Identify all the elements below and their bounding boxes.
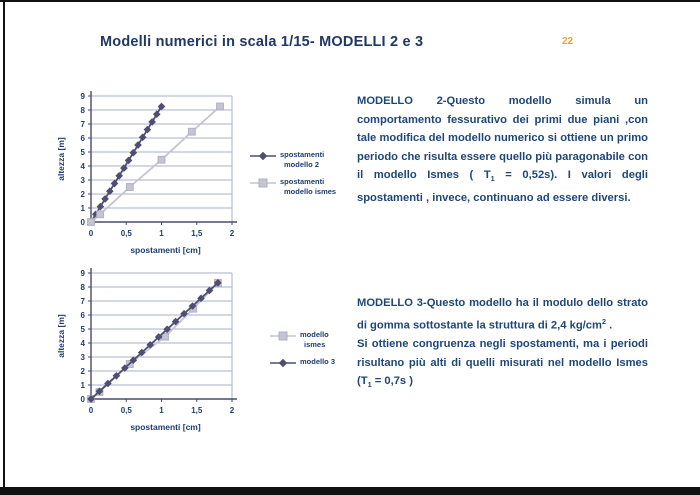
slide-title: Modelli numerici in scala 1/15- MODELLI 2 e 3 <box>100 34 424 50</box>
y-tick-label: 8 <box>80 283 85 292</box>
chart-modello-3-ismes <box>30 261 244 439</box>
x-axis-title: spostamenti [cm] <box>130 245 201 255</box>
y-axis-title: altezza [m] <box>56 137 66 181</box>
chart-spostamenti-modelli-2-ismes-svg <box>30 84 244 262</box>
legend-label-line: ismes <box>304 340 326 349</box>
square-marker <box>126 184 133 191</box>
y-tick-label: 6 <box>80 134 85 143</box>
text-modello-2 <box>357 92 648 208</box>
y-tick-label: 4 <box>80 339 85 348</box>
paragraph-modello-3b: Si ottiene congruenza negli spostamenti, ma i periodi risultano più alti di quelli misurati nel modello Ismes ($T_1 = 0,7s$ ) <box>357 337 648 390</box>
y-tick-label: 7 <box>80 297 85 306</box>
y-tick-label: 4 <box>80 162 85 171</box>
square-marker <box>97 211 104 218</box>
legend-label-line: modello 3 <box>300 357 336 366</box>
legend-label <box>300 357 335 367</box>
slide-border-left <box>3 0 5 495</box>
paragraph-modello-3a: MODELLO 3-Questo modello ha il modulo dello strato di gomma sottostante la struttura di 2,4 $kg/cm^2$ . <box>357 297 648 332</box>
chart-spostamenti-modelli-2-ismes <box>30 84 244 262</box>
chart1-legend <box>250 150 336 204</box>
square-marker-icon <box>270 331 296 341</box>
square-marker <box>88 219 95 226</box>
x-tick-label: 1,5 <box>191 229 203 238</box>
y-tick-label: 3 <box>80 176 85 185</box>
x-tick-label: 1,5 <box>191 406 203 415</box>
x-tick-label: 0,5 <box>120 229 132 238</box>
y-tick-label: 9 <box>80 92 85 101</box>
square-marker <box>217 103 224 110</box>
legend-entry-modello-ismes <box>270 330 335 350</box>
legend-entry-modello-ismes <box>250 177 336 197</box>
legend-label <box>280 177 336 197</box>
paragraph-modello-2: MODELLO 2-Questo modello simula un comportamento fessurativo dei primi due piani ,con tale modifica del modello numerico si ottiene un primo periodo che risulta essere quello più paragonabile con il modello Ismes ( $T_1 = 0,52s$). I valori degli spostamenti , invece, continuano ad essere diversi. <box>357 95 648 205</box>
x-tick-label: 2 <box>229 406 235 415</box>
x-tick-label: 2 <box>229 229 235 238</box>
legend-label <box>280 150 324 170</box>
x-tick-label: 1 <box>159 406 164 415</box>
y-tick-label: 1 <box>80 204 85 213</box>
y-tick-label: 9 <box>80 269 85 278</box>
legend-label-line: spostamenti <box>280 177 325 186</box>
diamond-marker-icon <box>270 358 296 368</box>
y-axis-title: altezza [m] <box>56 314 66 358</box>
x-tick-label: 0 <box>88 229 94 238</box>
y-tick-label: 2 <box>80 190 85 199</box>
y-tick-label: 6 <box>80 311 85 320</box>
diamond-marker-icon <box>250 151 276 161</box>
slide-border-bottom <box>0 487 700 495</box>
y-tick-label: 5 <box>80 325 85 334</box>
legend-label-line: modello ismes <box>284 187 337 196</box>
y-tick-label: 7 <box>80 120 85 129</box>
series-line-diamond <box>91 283 218 399</box>
legend-label-line: spostamenti <box>280 150 325 159</box>
y-tick-label: 5 <box>80 148 85 157</box>
text-modello-3 <box>357 294 648 395</box>
chart2-legend <box>270 330 335 375</box>
x-tick-label: 0 <box>88 406 94 415</box>
slide-border-top <box>0 0 700 2</box>
square-marker <box>158 156 165 163</box>
y-tick-label: 0 <box>80 218 85 227</box>
x-tick-label: 1 <box>159 229 164 238</box>
square-marker <box>188 128 195 135</box>
y-tick-label: 3 <box>80 353 85 362</box>
chart-modello-3-ismes-svg <box>30 261 244 439</box>
y-tick-label: 8 <box>80 106 85 115</box>
x-tick-label: 0,5 <box>120 406 132 415</box>
legend-entry-modello-2 <box>250 150 336 170</box>
legend-entry-modello-3 <box>270 357 335 368</box>
y-tick-label: 2 <box>80 367 85 376</box>
square-marker-icon <box>250 178 276 188</box>
page-number: 22 <box>562 36 574 47</box>
x-axis-title: spostamenti [cm] <box>130 422 201 432</box>
y-tick-label: 0 <box>80 395 85 404</box>
legend-label-line: modello <box>300 330 329 339</box>
legend-label <box>300 330 329 350</box>
legend-label-line: modello 2 <box>284 160 320 169</box>
y-tick-label: 1 <box>80 381 85 390</box>
